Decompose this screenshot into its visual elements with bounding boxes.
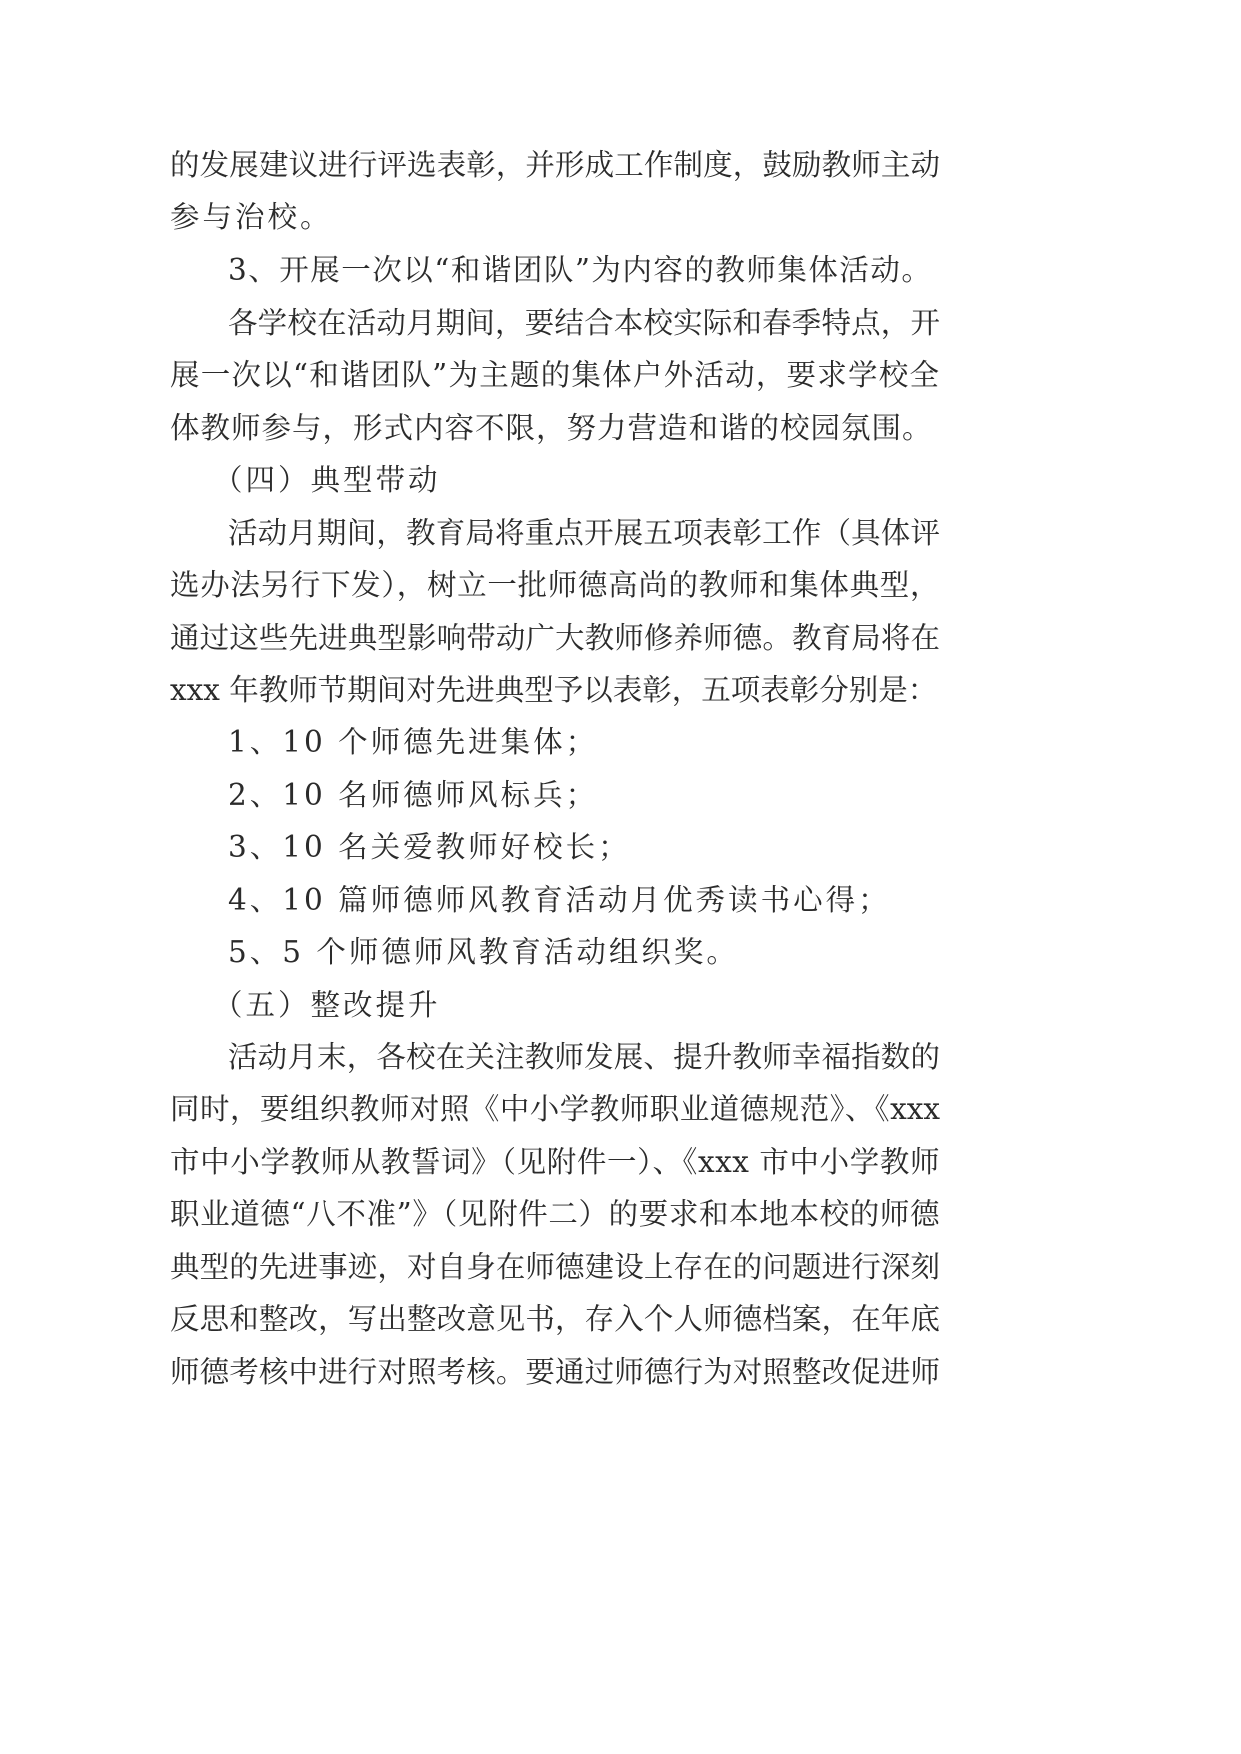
section-heading: （五）整改提升 xyxy=(213,988,441,1022)
list-item: 5、5 个师德师风教育活动组织奖。 xyxy=(228,935,739,969)
text-line: 市中小学教师从教誓词》（见附件一）、《xxx 市中小学教师 xyxy=(170,1145,940,1179)
text-line: 师德考核中进行对照考核。要通过师德行为对照整改促进师 xyxy=(170,1355,940,1389)
text-line: 3、开展一次以“和谐团队”为内容的教师集体活动。 xyxy=(228,253,933,287)
list-item: 1、10 个师德先进集体； xyxy=(228,725,599,759)
text-line: 职业道德“八不准”》（见附件二）的要求和本地本校的师德 xyxy=(170,1197,940,1231)
list-item: 3、10 名关爱教师好校长； xyxy=(228,830,631,864)
text-line: 同时，要组织教师对照《中小学教师职业道德规范》、《xxx xyxy=(170,1092,940,1126)
text-line: 参与治校。 xyxy=(170,200,333,234)
text-line: 各学校在活动月期间，要结合本校实际和春季特点，开 xyxy=(228,306,940,340)
text-line: 活动月末，各校在关注教师发展、提升教师幸福指数的 xyxy=(228,1040,940,1074)
text-line: 体教师参与，形式内容不限，努力营造和谐的校园氛围。 xyxy=(170,411,933,445)
section-heading: （四）典型带动 xyxy=(213,463,441,497)
text-line: 典型的先进事迹，对自身在师德建设上存在的问题进行深刻 xyxy=(170,1250,940,1284)
text-line: 的发展建议进行评选表彰，并形成工作制度，鼓励教师主动 xyxy=(170,148,940,182)
text-line: 反思和整改，写出整改意见书，存入个人师德档案，在年底 xyxy=(170,1302,940,1336)
text-line: 活动月期间，教育局将重点开展五项表彰工作（具体评 xyxy=(228,516,940,550)
list-item: 4、10 篇师德师风教育活动月优秀读书心得； xyxy=(228,883,891,917)
text-line: xxx 年教师节期间对先进典型予以表彰，五项表彰分别是： xyxy=(170,673,938,707)
list-item: 2、10 名师德师风标兵； xyxy=(228,778,599,812)
text-line: 展一次以“和谐团队”为主题的集体户外活动，要求学校全 xyxy=(170,358,940,392)
text-line: 通过这些先进典型影响带动广大教师修养师德。教育局将在 xyxy=(170,621,940,655)
text-line: 选办法另行下发），树立一批师德高尚的教师和集体典型， xyxy=(170,568,940,602)
